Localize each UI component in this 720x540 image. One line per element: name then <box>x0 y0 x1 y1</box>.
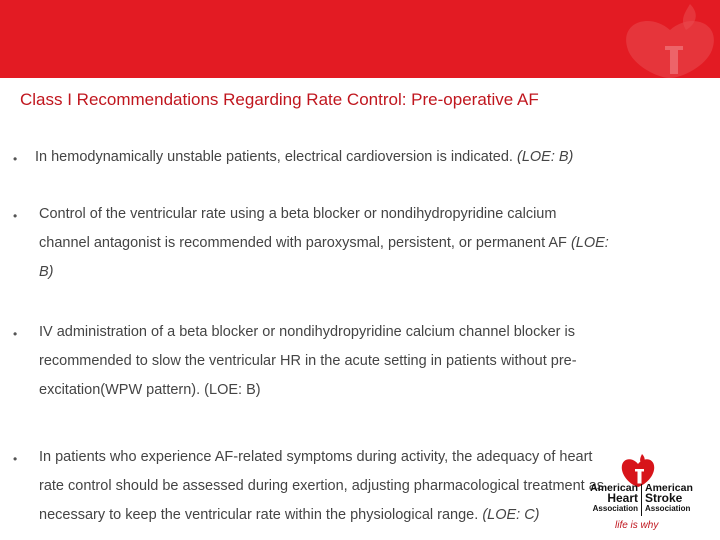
page-title: Class I Recommendations Regarding Rate Control: Pre-operative AF <box>20 90 539 109</box>
level-of-evidence: (LOE: B) <box>516 149 574 165</box>
bullet-marker: • <box>13 452 18 466</box>
bullet-marker: • <box>13 327 18 341</box>
asa-wordmark: American Stroke Association <box>645 482 693 513</box>
line-text: Control of the ventricular rate using a beta blocker or nondihydropyridine calcium <box>39 206 557 222</box>
aha-wordmark: American Heart Association <box>590 482 638 513</box>
line-text: channel antagonist is recommended with paroxysmal, persistent, or permanent AF <box>39 235 571 251</box>
bullet-marker: • <box>13 209 18 223</box>
level-of-evidence: (LOE: C) <box>482 507 540 523</box>
recommendation-text-line <box>39 449 592 465</box>
recommendation-text-line <box>39 353 577 369</box>
recommendation-text-line <box>39 235 609 251</box>
recommendation-text-line <box>35 149 573 165</box>
line-text: IV administration of a beta blocker or nondihydropyridine calcium channel blocker is <box>39 324 575 340</box>
line-text: recommended to slow the ventricular HR in the acute setting in patients without pre- <box>39 353 577 369</box>
recommendation-text-line <box>39 206 556 222</box>
recommendation-text-line <box>39 478 604 494</box>
line-text: In hemodynamically unstable patients, electrical cardioversion is indicated. <box>35 149 517 165</box>
level-of-evidence: (LOE: <box>570 235 609 251</box>
line-text: In patients who experience AF-related symptoms during activity, the adequacy of heart <box>39 449 593 465</box>
logo-tagline: life is why <box>615 520 659 531</box>
line-text: excitation(WPW pattern). (LOE: B) <box>39 382 261 398</box>
aha-asa-logo <box>588 452 700 532</box>
bullet-marker: • <box>13 152 18 166</box>
logo-divider <box>641 484 642 516</box>
recommendation-text-line <box>39 324 575 340</box>
recommendation-text-line <box>39 382 261 398</box>
recommendation-text-line <box>39 264 54 280</box>
line-text: necessary to keep the ventricular rate within the physiological range. <box>39 507 483 523</box>
recommendation-text-line <box>39 507 540 523</box>
line-text: rate control should be assessed during exertion, adjusting pharmacological treatment as <box>39 478 605 494</box>
level-of-evidence: B) <box>39 264 54 280</box>
